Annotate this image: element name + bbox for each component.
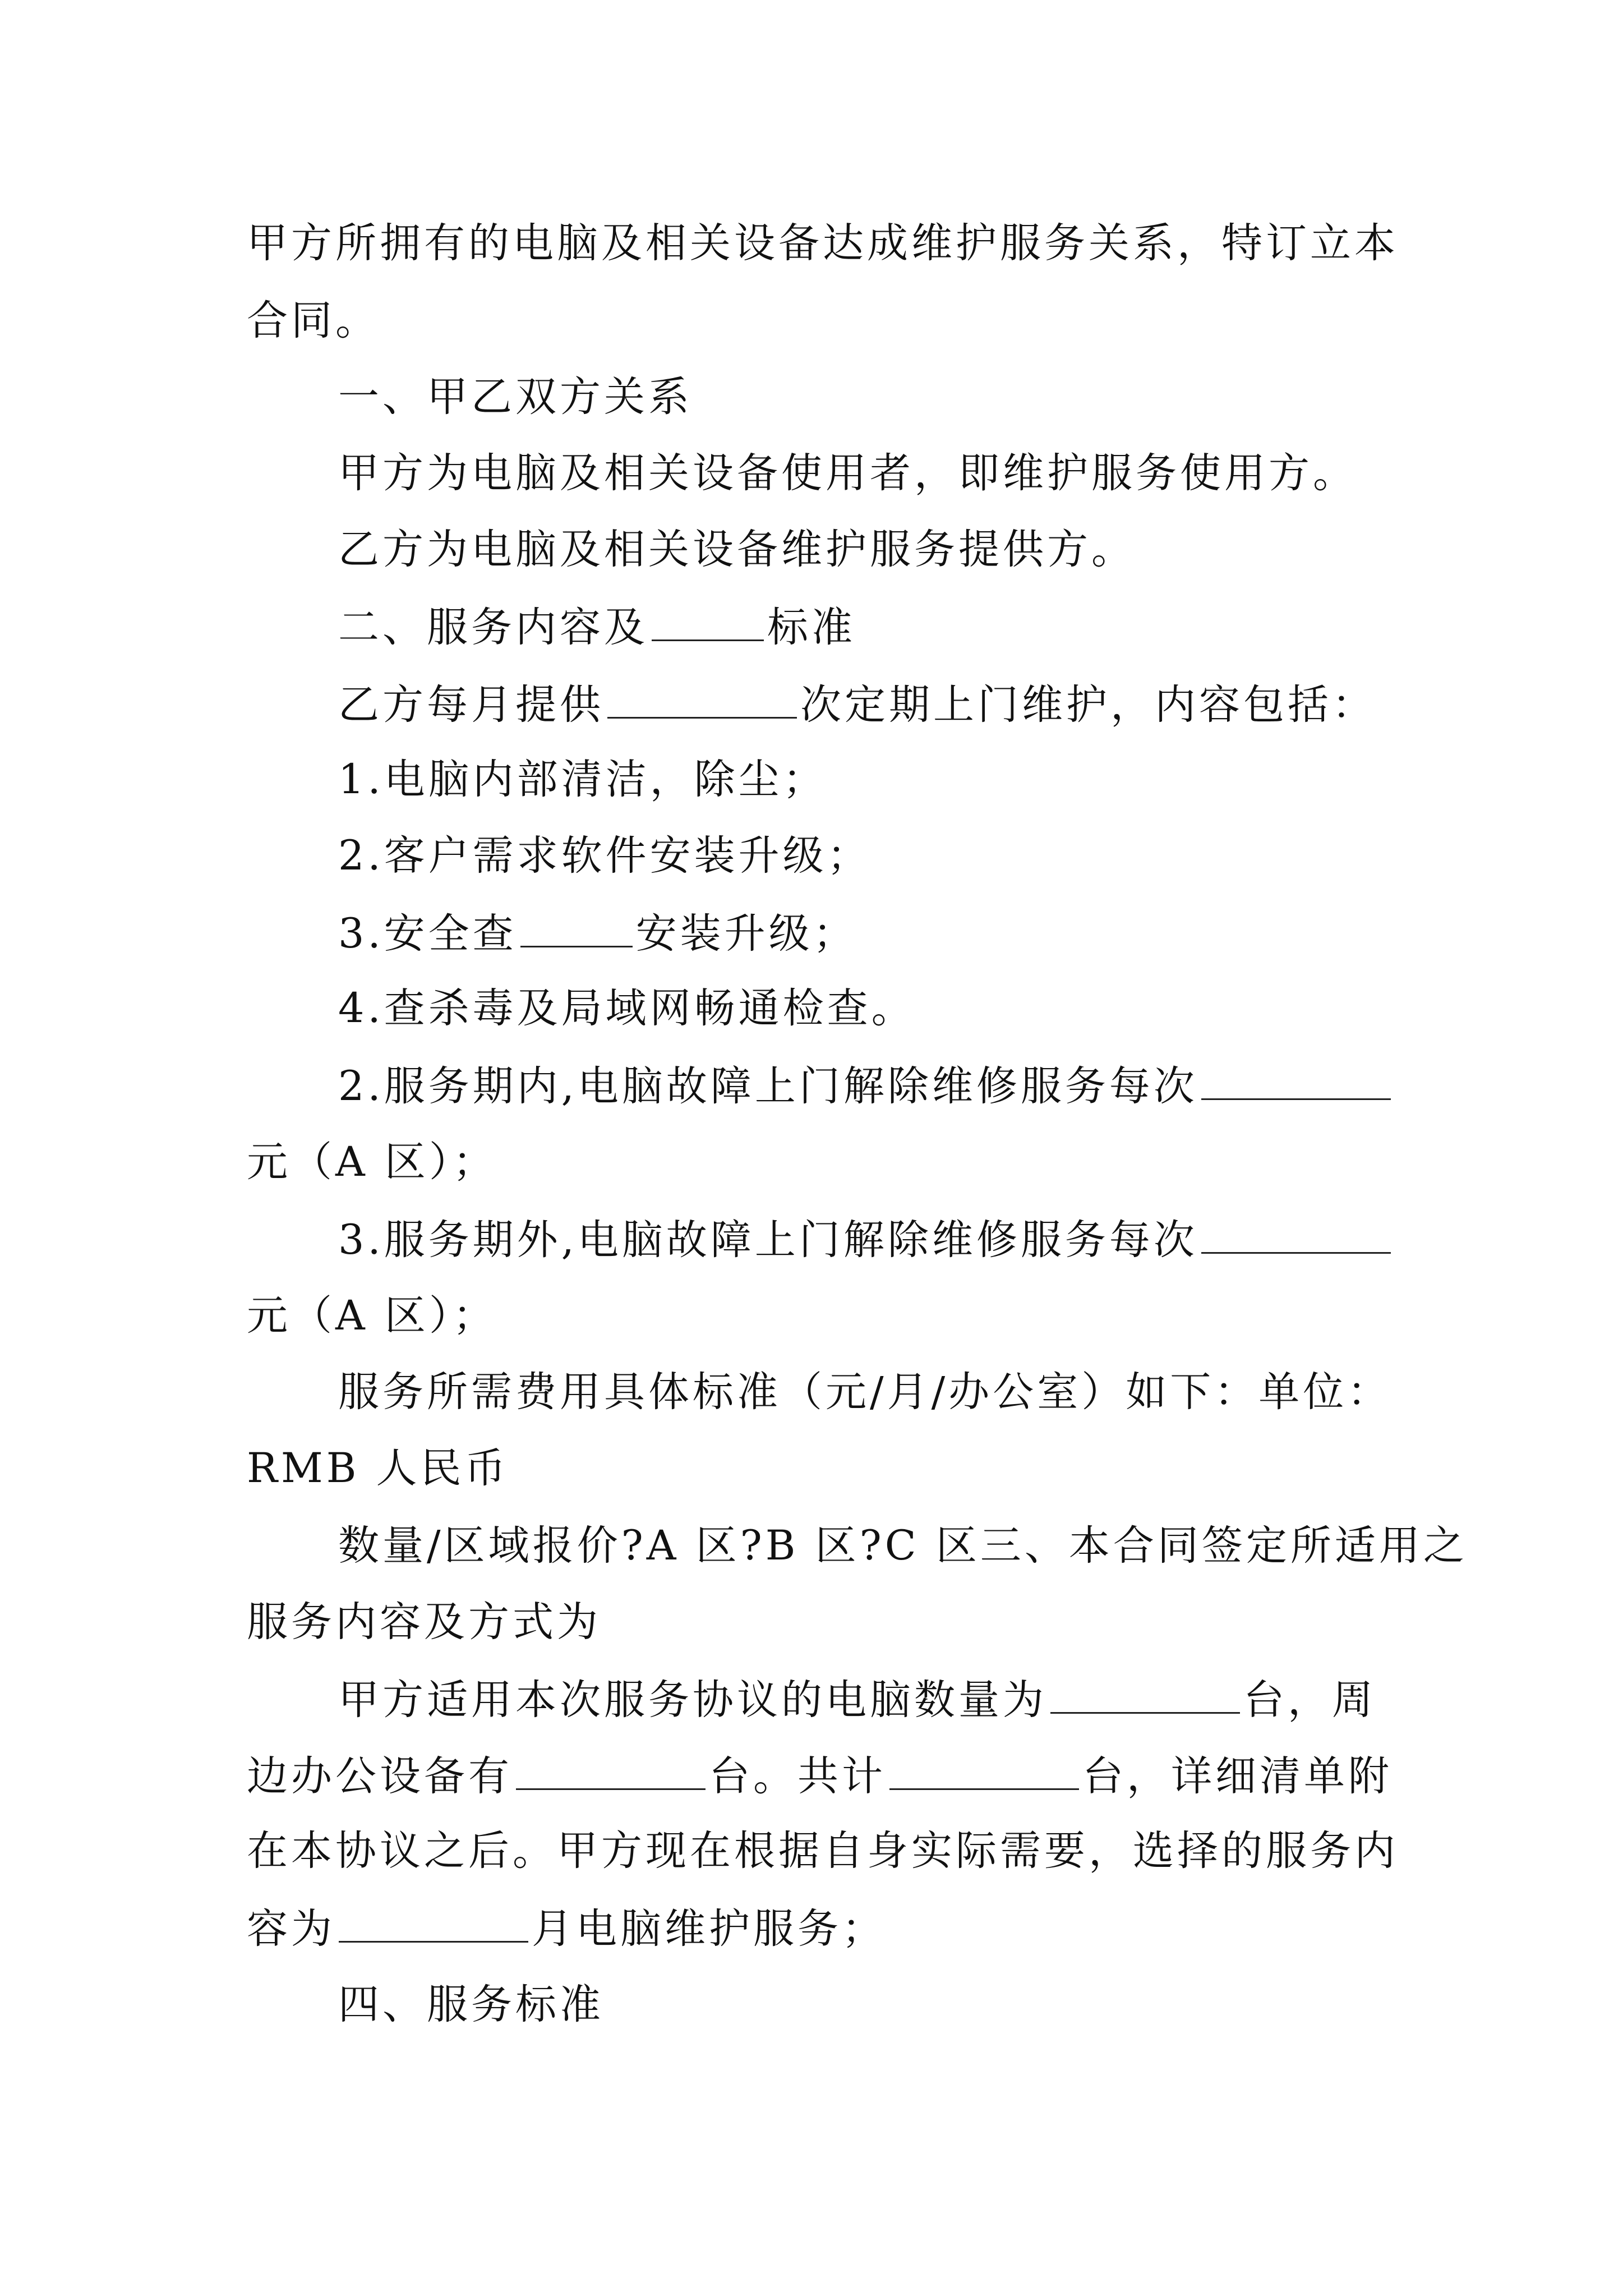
text: RMB 人民币 — [247, 1444, 509, 1492]
fill-in-blank — [889, 1747, 1079, 1790]
text: 甲方所拥有的电脑及相关设备达成维护服务关系，特订立本 — [247, 219, 1399, 267]
section-heading-1 — [338, 369, 693, 425]
paragraph-line — [247, 293, 380, 349]
section-heading-2 — [338, 598, 856, 656]
fill-in-blank — [1201, 1057, 1391, 1100]
paragraph-line — [338, 1364, 1391, 1420]
fill-in-blank — [520, 904, 633, 947]
paragraph-line — [338, 1518, 1468, 1574]
text: 四、服务标准 — [338, 1981, 604, 2028]
text: 容为 — [247, 1905, 335, 1953]
paragraph-line — [247, 1134, 497, 1190]
paragraph-line — [338, 1057, 1394, 1115]
text: 二、服务内容及 — [338, 604, 648, 651]
section-heading-4 — [338, 1977, 604, 2033]
fill-in-blank — [652, 598, 764, 641]
text: 一、甲乙双方关系 — [338, 373, 693, 421]
list-item — [338, 904, 857, 962]
text: 乙方每月提供 — [338, 681, 604, 729]
paragraph-line — [338, 1671, 1376, 1728]
text: 1.电脑内部清洁，除尘； — [338, 756, 827, 803]
text: 标准 — [767, 604, 856, 651]
text: 服务所需费用具体标准（元/月/办公室）如下：单位： — [338, 1368, 1392, 1416]
list-item — [338, 981, 916, 1037]
fill-in-blank — [607, 675, 797, 719]
fill-in-blank — [516, 1747, 706, 1790]
text: 安装升级； — [635, 910, 857, 958]
text: 服务内容及方式为 — [247, 1598, 601, 1646]
text: 元（A 区）； — [247, 1138, 497, 1186]
text: 乙方为电脑及相关设备维护服务提供方。 — [338, 526, 1136, 573]
text: 合同。 — [247, 297, 380, 344]
list-item — [338, 752, 827, 808]
fill-in-blank — [1201, 1211, 1391, 1254]
paragraph-line — [247, 1594, 601, 1650]
text: 边办公设备有 — [247, 1752, 513, 1800]
paragraph-line — [247, 1288, 497, 1344]
text: 台，周 — [1243, 1676, 1376, 1724]
paragraph-line — [338, 522, 1136, 578]
text: 数量/区域报价?A 区?B 区?C 区三、本合同签定所适用之 — [338, 1522, 1468, 1570]
paragraph-line — [338, 445, 1357, 501]
fill-in-blank — [1050, 1671, 1240, 1714]
paragraph-line — [338, 1211, 1394, 1268]
text: 3.安全查 — [338, 910, 517, 958]
list-item — [338, 828, 872, 884]
text: 3.服务期外,电脑故障上门解除维修服务每次 — [338, 1216, 1198, 1264]
paragraph-line — [247, 1747, 1393, 1805]
text: 台，详细清单附 — [1082, 1752, 1393, 1800]
text: 2.客户需求软件安装升级； — [338, 832, 872, 880]
text: 月电脑维护服务； — [532, 1905, 886, 1953]
text: 元（A 区）； — [247, 1292, 497, 1340]
text: 台。共计 — [709, 1752, 886, 1800]
paragraph-line — [247, 1899, 886, 1957]
paragraph-line — [247, 215, 1399, 272]
paragraph-line — [338, 675, 1376, 733]
paragraph-line — [247, 1441, 509, 1497]
text: 4.查杀毒及局域网畅通检查。 — [338, 984, 916, 1032]
fill-in-blank — [339, 1899, 528, 1943]
text: 甲方适用本次服务协议的电脑数量为 — [338, 1676, 1047, 1724]
text: 在本协议之后。甲方现在根据自身实际需要，选择的服务内 — [247, 1827, 1399, 1875]
text: 次定期上门维护，内容包括： — [800, 681, 1376, 729]
paragraph-line — [247, 1823, 1399, 1879]
text: 甲方为电脑及相关设备使用者，即维护服务使用方。 — [338, 449, 1357, 497]
text: 2.服务期内,电脑故障上门解除维修服务每次 — [338, 1062, 1198, 1110]
